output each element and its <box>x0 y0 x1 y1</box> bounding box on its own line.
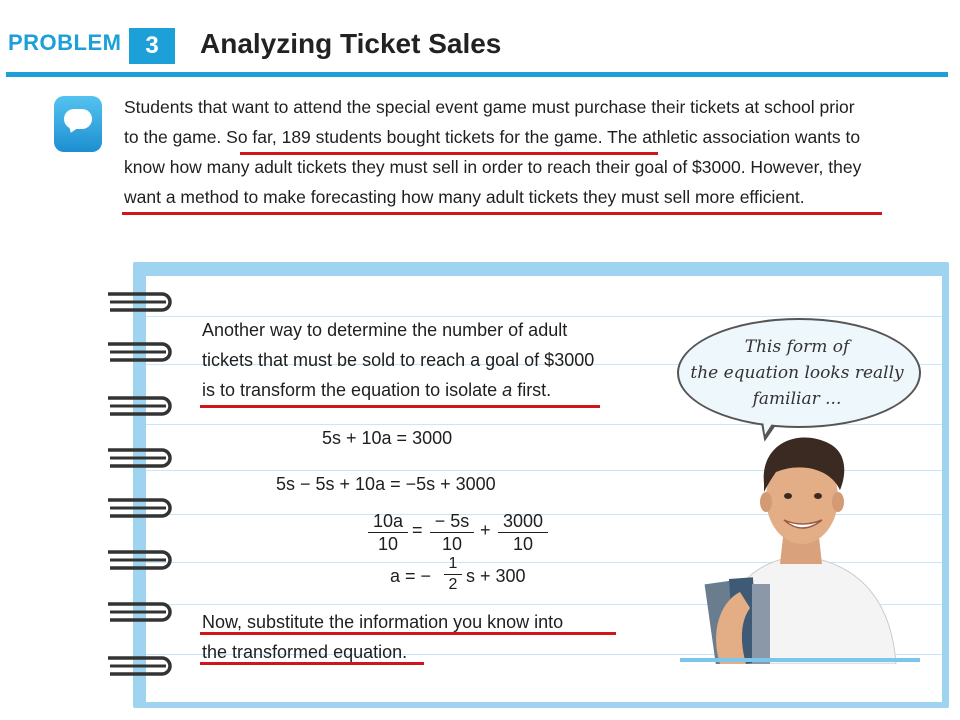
line3-variable: a <box>502 380 513 400</box>
equation-4-fraction <box>444 554 462 595</box>
fraction-numerator: 1 <box>444 554 462 575</box>
closing-line: the transformed equation. <box>202 642 408 662</box>
underline-mark <box>200 405 600 408</box>
spiral-ring-icon <box>104 338 178 362</box>
fraction-numerator: 10a <box>368 510 408 533</box>
underline-mark <box>200 632 616 635</box>
equation-3-equals: = <box>412 520 423 540</box>
equation-1: 5s + 10a = 3000 <box>322 428 453 448</box>
spiral-ring-icon <box>104 598 178 622</box>
fraction-numerator: 3000 <box>498 510 548 533</box>
spiral-ring-icon <box>104 494 178 518</box>
fraction-denominator: 10 <box>441 534 463 554</box>
underline-mark <box>200 662 424 665</box>
spiral-ring-icon <box>104 444 178 468</box>
problem-title: Analyzing Ticket Sales <box>200 28 502 59</box>
fraction-denominator: 2 <box>448 576 458 593</box>
equation-3-right-fraction <box>498 510 548 555</box>
speech-line: This form of <box>744 337 850 357</box>
spiral-ring-icon <box>104 392 178 416</box>
speech-bubble-text <box>690 334 904 412</box>
line3-prefix: is to transform the equation to isolate <box>202 380 503 400</box>
equation-3-middle-fraction <box>430 510 474 555</box>
speech-line: familiar ... <box>752 389 842 409</box>
speech-line: the equation looks really <box>690 363 904 383</box>
notebook-paragraph-line: Another way to determine the number of adult <box>202 320 568 340</box>
header-rule <box>6 72 948 77</box>
student-illustration <box>680 432 920 664</box>
line3-suffix: first. <box>512 380 552 400</box>
notebook-paragraph-line <box>202 380 551 401</box>
intro-line: Students that want to attend the special event game must purchase their tickets at school prior <box>124 97 855 117</box>
equation-4-left: a = − <box>390 566 432 586</box>
underline-mark <box>240 152 658 155</box>
problem-header <box>0 0 960 80</box>
equation-3-left-fraction <box>368 510 408 555</box>
underline-mark <box>122 212 882 215</box>
equation-2: 5s − 5s + 10a = −5s + 3000 <box>276 474 496 494</box>
chat-bubble-icon <box>54 96 102 152</box>
notebook-paragraph-line: tickets that must be sold to reach a goal of $3000 <box>202 350 595 370</box>
equation-4-right: s + 300 <box>466 566 526 586</box>
fraction-denominator: 10 <box>377 534 399 554</box>
closing-line: Now, substitute the information you know into <box>202 612 564 632</box>
intro-line: want a method to make forecasting how many adult tickets they must sell more efficient. <box>124 187 805 207</box>
equation-3-plus: + <box>480 520 491 540</box>
spiral-ring-icon <box>104 546 178 570</box>
fraction-denominator: 10 <box>512 534 534 554</box>
spiral-ring-icon <box>104 288 178 312</box>
problem-number-badge: 3 <box>129 28 175 64</box>
intro-line: know how many adult tickets they must sell in order to reach their goal of $3000. However, they <box>124 157 862 177</box>
fraction-numerator: − 5s <box>430 510 474 533</box>
problem-label: PROBLEM <box>8 30 122 55</box>
spiral-ring-icon <box>104 652 178 676</box>
intro-line: to the game. So far, 189 students bought tickets for the game. The athletic association wants to <box>124 127 861 147</box>
